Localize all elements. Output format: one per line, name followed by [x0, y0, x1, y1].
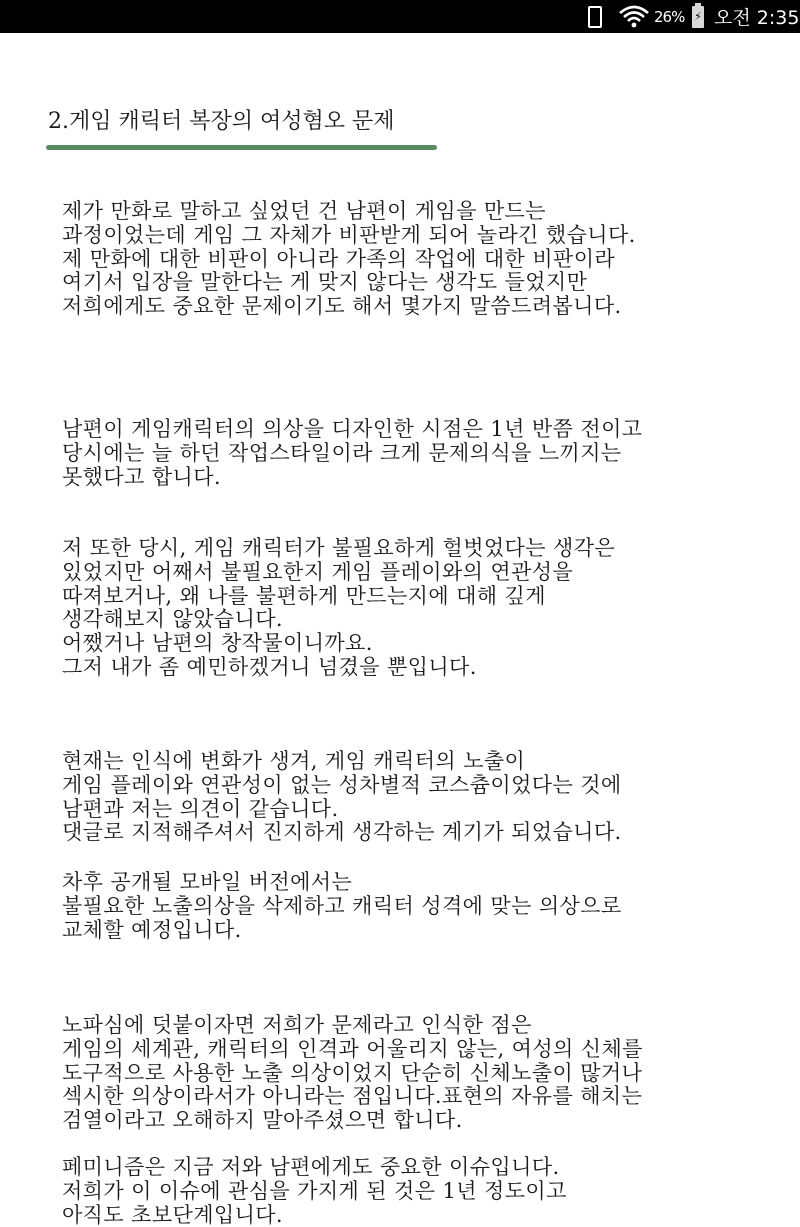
- text-line: 게임의 세계관, 캐릭터의 인격과 어울리지 않는, 여성의 신체를: [62, 1036, 643, 1061]
- status-bar: [0, 0, 800, 33]
- text-line: 제 만화에 대한 비판이 아니라 가족의 작업에 대한 비판이라: [62, 246, 616, 271]
- text-line: 저 또한 당시, 게임 캐릭터가 불필요하게 헐벗었다는 생각은: [62, 536, 616, 560]
- text-line: 제가 만화로 말하고 싶었던 건 남편이 게임을 만드는: [62, 199, 546, 223]
- battery-charging-icon: ⚡: [692, 0, 704, 33]
- text-line: 생각해보지 않았습니다.: [62, 607, 284, 632]
- text-line: 저희에게도 중요한 문제이기도 해서 몇가지 말씀드려봅니다.: [62, 294, 622, 319]
- text-line: 남편이 게임캐릭터의 의상을 디자인한 시점은 1년 반쯤 전이고: [62, 417, 643, 441]
- text-line: 있었지만 어째서 불필요한지 게임 플레이와의 연관성을: [62, 559, 574, 584]
- text-line: 도구적으로 사용한 노출 의상이었지 단순히 신체노출이 많거나: [62, 1060, 643, 1085]
- text-line: 어쨌거나 남편의 창작물이니까요.: [62, 631, 373, 656]
- paragraph: [62, 1156, 567, 1227]
- title-underline: [46, 145, 437, 150]
- text-line: 불필요한 노출의상을 삭제하고 캐릭터 성격에 맞는 의상으로: [62, 893, 622, 918]
- text-line: 저희가 이 이슈에 관심을 가지게 된 것은 1년 정도이고: [62, 1178, 567, 1203]
- text-line: 현재는 인식에 변화가 생겨, 게임 캐릭터의 노출이: [62, 749, 526, 773]
- text-line: 차후 공개될 모바일 버전에서는: [62, 870, 353, 894]
- text-line: 못했다고 합니다.: [62, 464, 221, 489]
- text-line: 검열이라고 오해하지 말아주셨으면 합니다.: [62, 1108, 463, 1133]
- sim-icon: [588, 0, 602, 33]
- article-title: 2.게임 캐릭터 복장의 여성혐오 문제: [48, 109, 395, 134]
- wifi-icon: [618, 0, 650, 33]
- text-line: 여기서 입장을 말한다는 게 맞지 않다는 생각도 들었지만: [62, 270, 588, 295]
- text-line: 교체할 예정입니다.: [62, 917, 242, 942]
- paragraph: [62, 200, 636, 319]
- text-line: 페미니즘은 지금 저와 남편에게도 중요한 이슈입니다.: [62, 1155, 560, 1179]
- paragraph: [62, 750, 622, 845]
- paragraph: [62, 1014, 643, 1133]
- text-line: 댓글로 지적해주셔서 진지하게 생각하는 계기가 되었습니다.: [62, 820, 622, 845]
- paragraph: [62, 537, 615, 680]
- text-line: 게임 플레이와 연관성이 없는 성차별적 코스츔이었다는 것에: [62, 772, 622, 797]
- text-line: 섹시한 의상이라서가 아니라는 점입니다.표현의 자유를 해치는: [62, 1084, 643, 1109]
- text-line: 따져보거나, 왜 나를 불편하게 만드는지에 대해 깊게: [62, 583, 546, 608]
- text-line: 노파심에 덧붙이자면 저희가 문제라고 인식한 점은: [62, 1013, 532, 1037]
- text-line: 당시에는 늘 하던 작업스타일이라 크게 문제의식을 느끼지는: [62, 440, 622, 465]
- text-line: 아직도 초보단계입니다.: [62, 1202, 284, 1227]
- paragraph: [62, 418, 642, 489]
- text-line: 그저 내가 좀 예민하겠거니 넘겼을 뿐입니다.: [62, 654, 477, 679]
- battery-percent: 26%: [654, 7, 685, 26]
- paragraph: [62, 871, 622, 942]
- text-line: 과정이었는데 게임 그 자체가 비판받게 되어 놀라긴 했습니다.: [62, 222, 636, 247]
- text-line: 남편과 저는 의견이 같습니다.: [62, 796, 339, 821]
- clock: 오전 2:35: [714, 7, 800, 29]
